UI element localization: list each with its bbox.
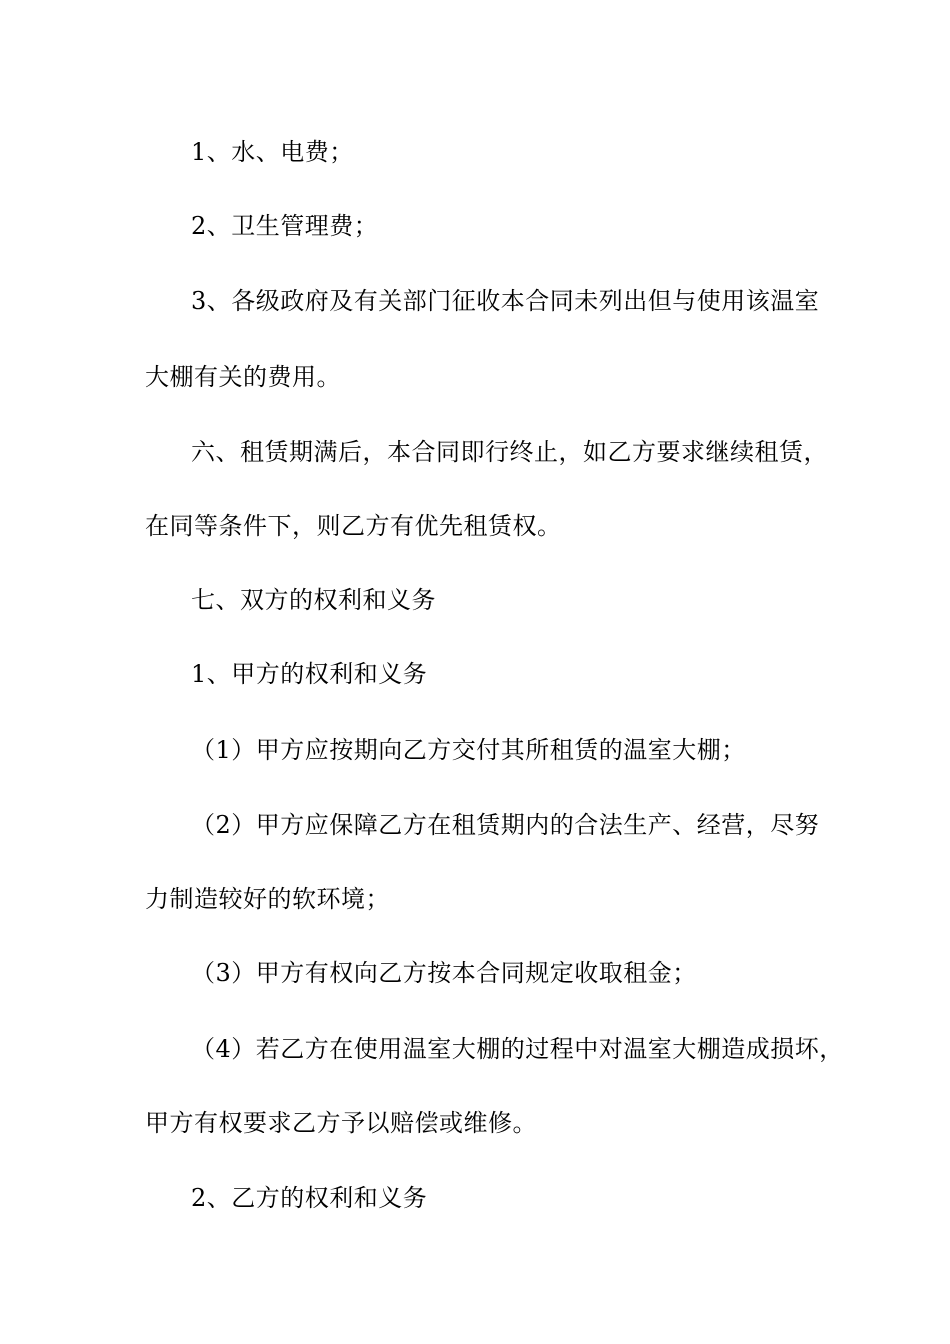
paragraph-item-government-fees-cont: 大棚有关的费用。 bbox=[145, 363, 341, 391]
party-a-item-2: （2）甲方应保障乙方在租赁期内的合法生产、经营，尽努 bbox=[191, 811, 820, 839]
paragraph-item-government-fees: 3、各级政府及有关部门征收本合同未列出但与使用该温室 bbox=[191, 287, 820, 315]
clause-six-cont: 在同等条件下，则乙方有优先租赁权。 bbox=[145, 512, 562, 540]
clause-seven-heading: 七、双方的权利和义务 bbox=[191, 586, 436, 614]
party-b-heading: 2、乙方的权利和义务 bbox=[191, 1184, 428, 1212]
paragraph-item-sanitation-fee: 2、卫生管理费； bbox=[191, 212, 379, 240]
party-a-item-3: （3）甲方有权向乙方按本合同规定收取租金； bbox=[191, 959, 697, 987]
paragraph-item-water-electricity: 1、水、电费； bbox=[191, 138, 354, 166]
clause-six: 六、租赁期满后，本合同即行终止，如乙方要求继续租赁， bbox=[191, 438, 828, 466]
party-a-item-1: （1）甲方应按期向乙方交付其所租赁的温室大棚； bbox=[191, 736, 746, 764]
party-a-item-4-cont: 甲方有权要求乙方予以赔偿或维修。 bbox=[145, 1109, 537, 1137]
party-a-heading: 1、甲方的权利和义务 bbox=[191, 660, 428, 688]
party-a-item-2-cont: 力制造较好的软环境； bbox=[145, 885, 390, 913]
party-a-item-4: （4）若乙方在使用温室大棚的过程中对温室大棚造成损坏， bbox=[191, 1035, 844, 1063]
